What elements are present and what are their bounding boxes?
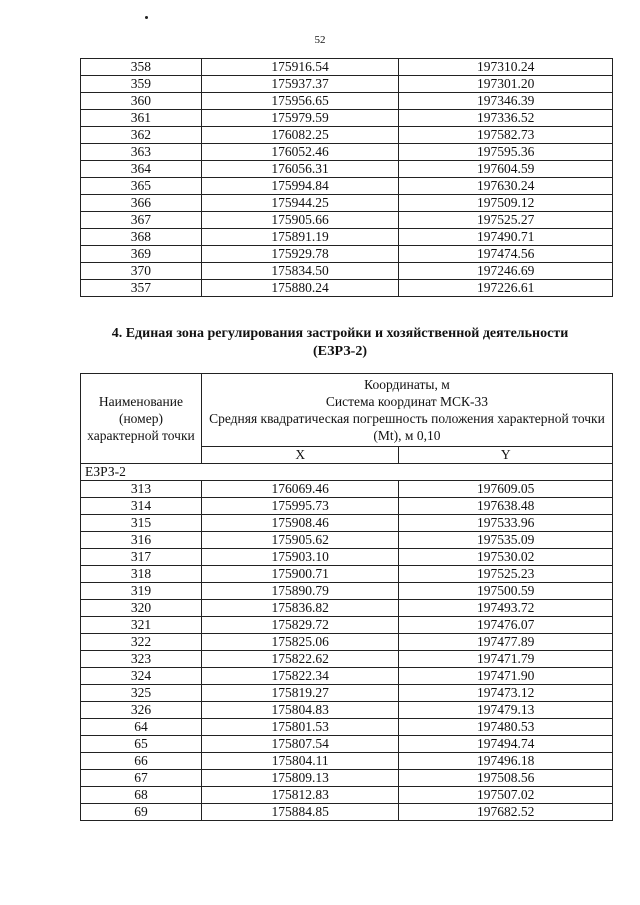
x-coordinate-cell: 175834.50 (201, 263, 399, 280)
y-coordinate-cell: 197500.59 (399, 583, 613, 600)
y-coordinate-cell: 197346.39 (399, 93, 613, 110)
y-coordinate-cell: 197471.79 (399, 651, 613, 668)
y-coordinate-cell: 197493.72 (399, 600, 613, 617)
x-coordinate-cell: 175929.78 (201, 246, 399, 263)
table-row (81, 736, 613, 753)
point-number-cell: 365 (81, 178, 202, 195)
table-row (81, 532, 613, 549)
x-coordinate-cell: 175891.19 (201, 229, 399, 246)
table-row (81, 263, 613, 280)
x-coordinate-cell: 175995.73 (201, 498, 399, 515)
x-coordinate-cell: 175956.65 (201, 93, 399, 110)
table-row (81, 668, 613, 685)
y-coordinate-cell: 197479.13 (399, 702, 613, 719)
y-coordinate-cell: 197471.90 (399, 668, 613, 685)
table-row (81, 127, 613, 144)
coordinates-table-body (81, 59, 613, 297)
table-row (81, 685, 613, 702)
table-row (81, 212, 613, 229)
page-number: 52 (314, 34, 326, 46)
x-coordinate-cell: 175994.84 (201, 178, 399, 195)
x-coordinate-cell: 175829.72 (201, 617, 399, 634)
section-title-line1: 4. Единая зона регулирования застройки и хозяйственной деятельности (111, 326, 569, 341)
point-number-cell: 367 (81, 212, 202, 229)
point-number-cell: 364 (81, 161, 202, 178)
point-number-cell: 68 (81, 787, 202, 804)
y-coordinate-cell: 197490.71 (399, 229, 613, 246)
table-row (81, 651, 613, 668)
header-coords-title: Координаты, м (364, 377, 450, 392)
point-number-cell: 314 (81, 498, 202, 515)
table-row (81, 195, 613, 212)
point-number-cell: 358 (81, 59, 202, 76)
table-row (81, 719, 613, 736)
point-number-cell: 363 (81, 144, 202, 161)
table-row (81, 178, 613, 195)
y-coordinate-cell: 197226.61 (399, 280, 613, 297)
point-number-cell: 359 (81, 76, 202, 93)
table-row (81, 498, 613, 515)
y-coordinate-cell: 197682.52 (399, 804, 613, 821)
y-coordinate-cell: 197509.12 (399, 195, 613, 212)
point-number-cell: 321 (81, 617, 202, 634)
header-point-name: Наименование (номер) характерной точки (81, 374, 202, 464)
point-number-cell: 368 (81, 229, 202, 246)
table-row (81, 76, 613, 93)
point-number-cell: 64 (81, 719, 202, 736)
y-coordinate-cell: 197508.56 (399, 770, 613, 787)
point-number-cell: 69 (81, 804, 202, 821)
y-coordinate-cell: 197609.05 (399, 481, 613, 498)
x-coordinate-cell: 175801.53 (201, 719, 399, 736)
point-number-cell: 316 (81, 532, 202, 549)
x-coordinate-cell: 175812.83 (201, 787, 399, 804)
y-coordinate-cell: 197474.56 (399, 246, 613, 263)
y-coordinate-cell: 197477.89 (399, 634, 613, 651)
point-number-cell: 326 (81, 702, 202, 719)
table-row (81, 280, 613, 297)
y-coordinate-cell: 197246.69 (399, 263, 613, 280)
point-number-cell: 357 (81, 280, 202, 297)
y-coordinate-cell: 197336.52 (399, 110, 613, 127)
point-number-cell: 360 (81, 93, 202, 110)
x-coordinate-cell: 176056.31 (201, 161, 399, 178)
y-coordinate-cell: 197525.27 (399, 212, 613, 229)
table-row (81, 583, 613, 600)
y-coordinate-cell: 197473.12 (399, 685, 613, 702)
x-coordinate-cell: 175825.06 (201, 634, 399, 651)
table-row (81, 787, 613, 804)
point-number-cell: 323 (81, 651, 202, 668)
point-number-cell: 325 (81, 685, 202, 702)
point-number-cell: 319 (81, 583, 202, 600)
table-row (81, 634, 613, 651)
table-row (81, 229, 613, 246)
table-row (81, 617, 613, 634)
point-number-cell: 67 (81, 770, 202, 787)
x-coordinate-cell: 175836.82 (201, 600, 399, 617)
point-number-cell: 366 (81, 195, 202, 212)
x-coordinate-cell: 176082.25 (201, 127, 399, 144)
x-coordinate-cell: 175900.71 (201, 566, 399, 583)
section-title (60, 325, 620, 361)
y-coordinate-cell: 197496.18 (399, 753, 613, 770)
y-coordinate-cell: 197301.20 (399, 76, 613, 93)
x-coordinate-cell: 175905.66 (201, 212, 399, 229)
x-coordinate-cell: 175937.37 (201, 76, 399, 93)
x-coordinate-cell: 175880.24 (201, 280, 399, 297)
point-number-cell: 369 (81, 246, 202, 263)
point-number-cell: 318 (81, 566, 202, 583)
y-coordinate-cell: 197533.96 (399, 515, 613, 532)
x-coordinate-cell: 175890.79 (201, 583, 399, 600)
y-coordinate-cell: 197525.23 (399, 566, 613, 583)
x-coordinate-cell: 175944.25 (201, 195, 399, 212)
table-row (81, 770, 613, 787)
x-coordinate-cell: 175809.13 (201, 770, 399, 787)
x-coordinate-cell: 175804.11 (201, 753, 399, 770)
x-coordinate-cell: 175908.46 (201, 515, 399, 532)
point-number-cell: 361 (81, 110, 202, 127)
table-row (81, 59, 613, 76)
y-coordinate-cell: 197310.24 (399, 59, 613, 76)
point-number-cell: 315 (81, 515, 202, 532)
table-row (81, 804, 613, 821)
table-row (81, 702, 613, 719)
x-coordinate-cell: 175905.62 (201, 532, 399, 549)
point-number-cell: 317 (81, 549, 202, 566)
point-number-cell: 370 (81, 263, 202, 280)
y-coordinate-cell: 197494.74 (399, 736, 613, 753)
header-y: Y (399, 447, 613, 464)
point-number-cell: 362 (81, 127, 202, 144)
table-row (81, 144, 613, 161)
x-coordinate-cell: 175884.85 (201, 804, 399, 821)
table-row (81, 600, 613, 617)
point-number-cell: 322 (81, 634, 202, 651)
coordinates-table-continued (80, 58, 613, 297)
header-coords-accuracy: Средняя квадратическая погрешность положения характерной точки (Mt), м 0,10 (209, 411, 605, 443)
header-coords-system: Система координат МСК-33 (325, 394, 489, 409)
point-number-cell: 324 (81, 668, 202, 685)
header-coordinates (201, 374, 612, 447)
y-coordinate-cell: 197535.09 (399, 532, 613, 549)
table-row (81, 481, 613, 498)
y-coordinate-cell: 197604.59 (399, 161, 613, 178)
y-coordinate-cell: 197582.73 (399, 127, 613, 144)
point-number-cell: 66 (81, 753, 202, 770)
group-label: ЕЗРЗ-2 (81, 464, 613, 481)
y-coordinate-cell: 197480.53 (399, 719, 613, 736)
y-coordinate-cell: 197530.02 (399, 549, 613, 566)
x-coordinate-cell: 175903.10 (201, 549, 399, 566)
table-row (81, 93, 613, 110)
header-x: X (201, 447, 399, 464)
stray-dot-mark (145, 16, 148, 19)
x-coordinate-cell: 175807.54 (201, 736, 399, 753)
y-coordinate-cell: 197507.02 (399, 787, 613, 804)
point-number-cell: 65 (81, 736, 202, 753)
table-row (81, 549, 613, 566)
ezrz2-table-body (81, 464, 613, 821)
point-number-cell: 320 (81, 600, 202, 617)
table-row (81, 753, 613, 770)
x-coordinate-cell: 175804.83 (201, 702, 399, 719)
table-row (81, 515, 613, 532)
x-coordinate-cell: 175916.54 (201, 59, 399, 76)
point-number-cell: 313 (81, 481, 202, 498)
x-coordinate-cell: 175979.59 (201, 110, 399, 127)
x-coordinate-cell: 176052.46 (201, 144, 399, 161)
y-coordinate-cell: 197595.36 (399, 144, 613, 161)
y-coordinate-cell: 197638.48 (399, 498, 613, 515)
x-coordinate-cell: 176069.46 (201, 481, 399, 498)
x-coordinate-cell: 175819.27 (201, 685, 399, 702)
section-title-line2: (ЕЗРЗ-2) (313, 344, 367, 359)
table-row (81, 246, 613, 263)
group-row (81, 464, 613, 481)
x-coordinate-cell: 175822.62 (201, 651, 399, 668)
table-row (81, 566, 613, 583)
y-coordinate-cell: 197476.07 (399, 617, 613, 634)
ezrz2-coordinates-table (80, 373, 613, 821)
x-coordinate-cell: 175822.34 (201, 668, 399, 685)
y-coordinate-cell: 197630.24 (399, 178, 613, 195)
table-row (81, 161, 613, 178)
table-row (81, 110, 613, 127)
